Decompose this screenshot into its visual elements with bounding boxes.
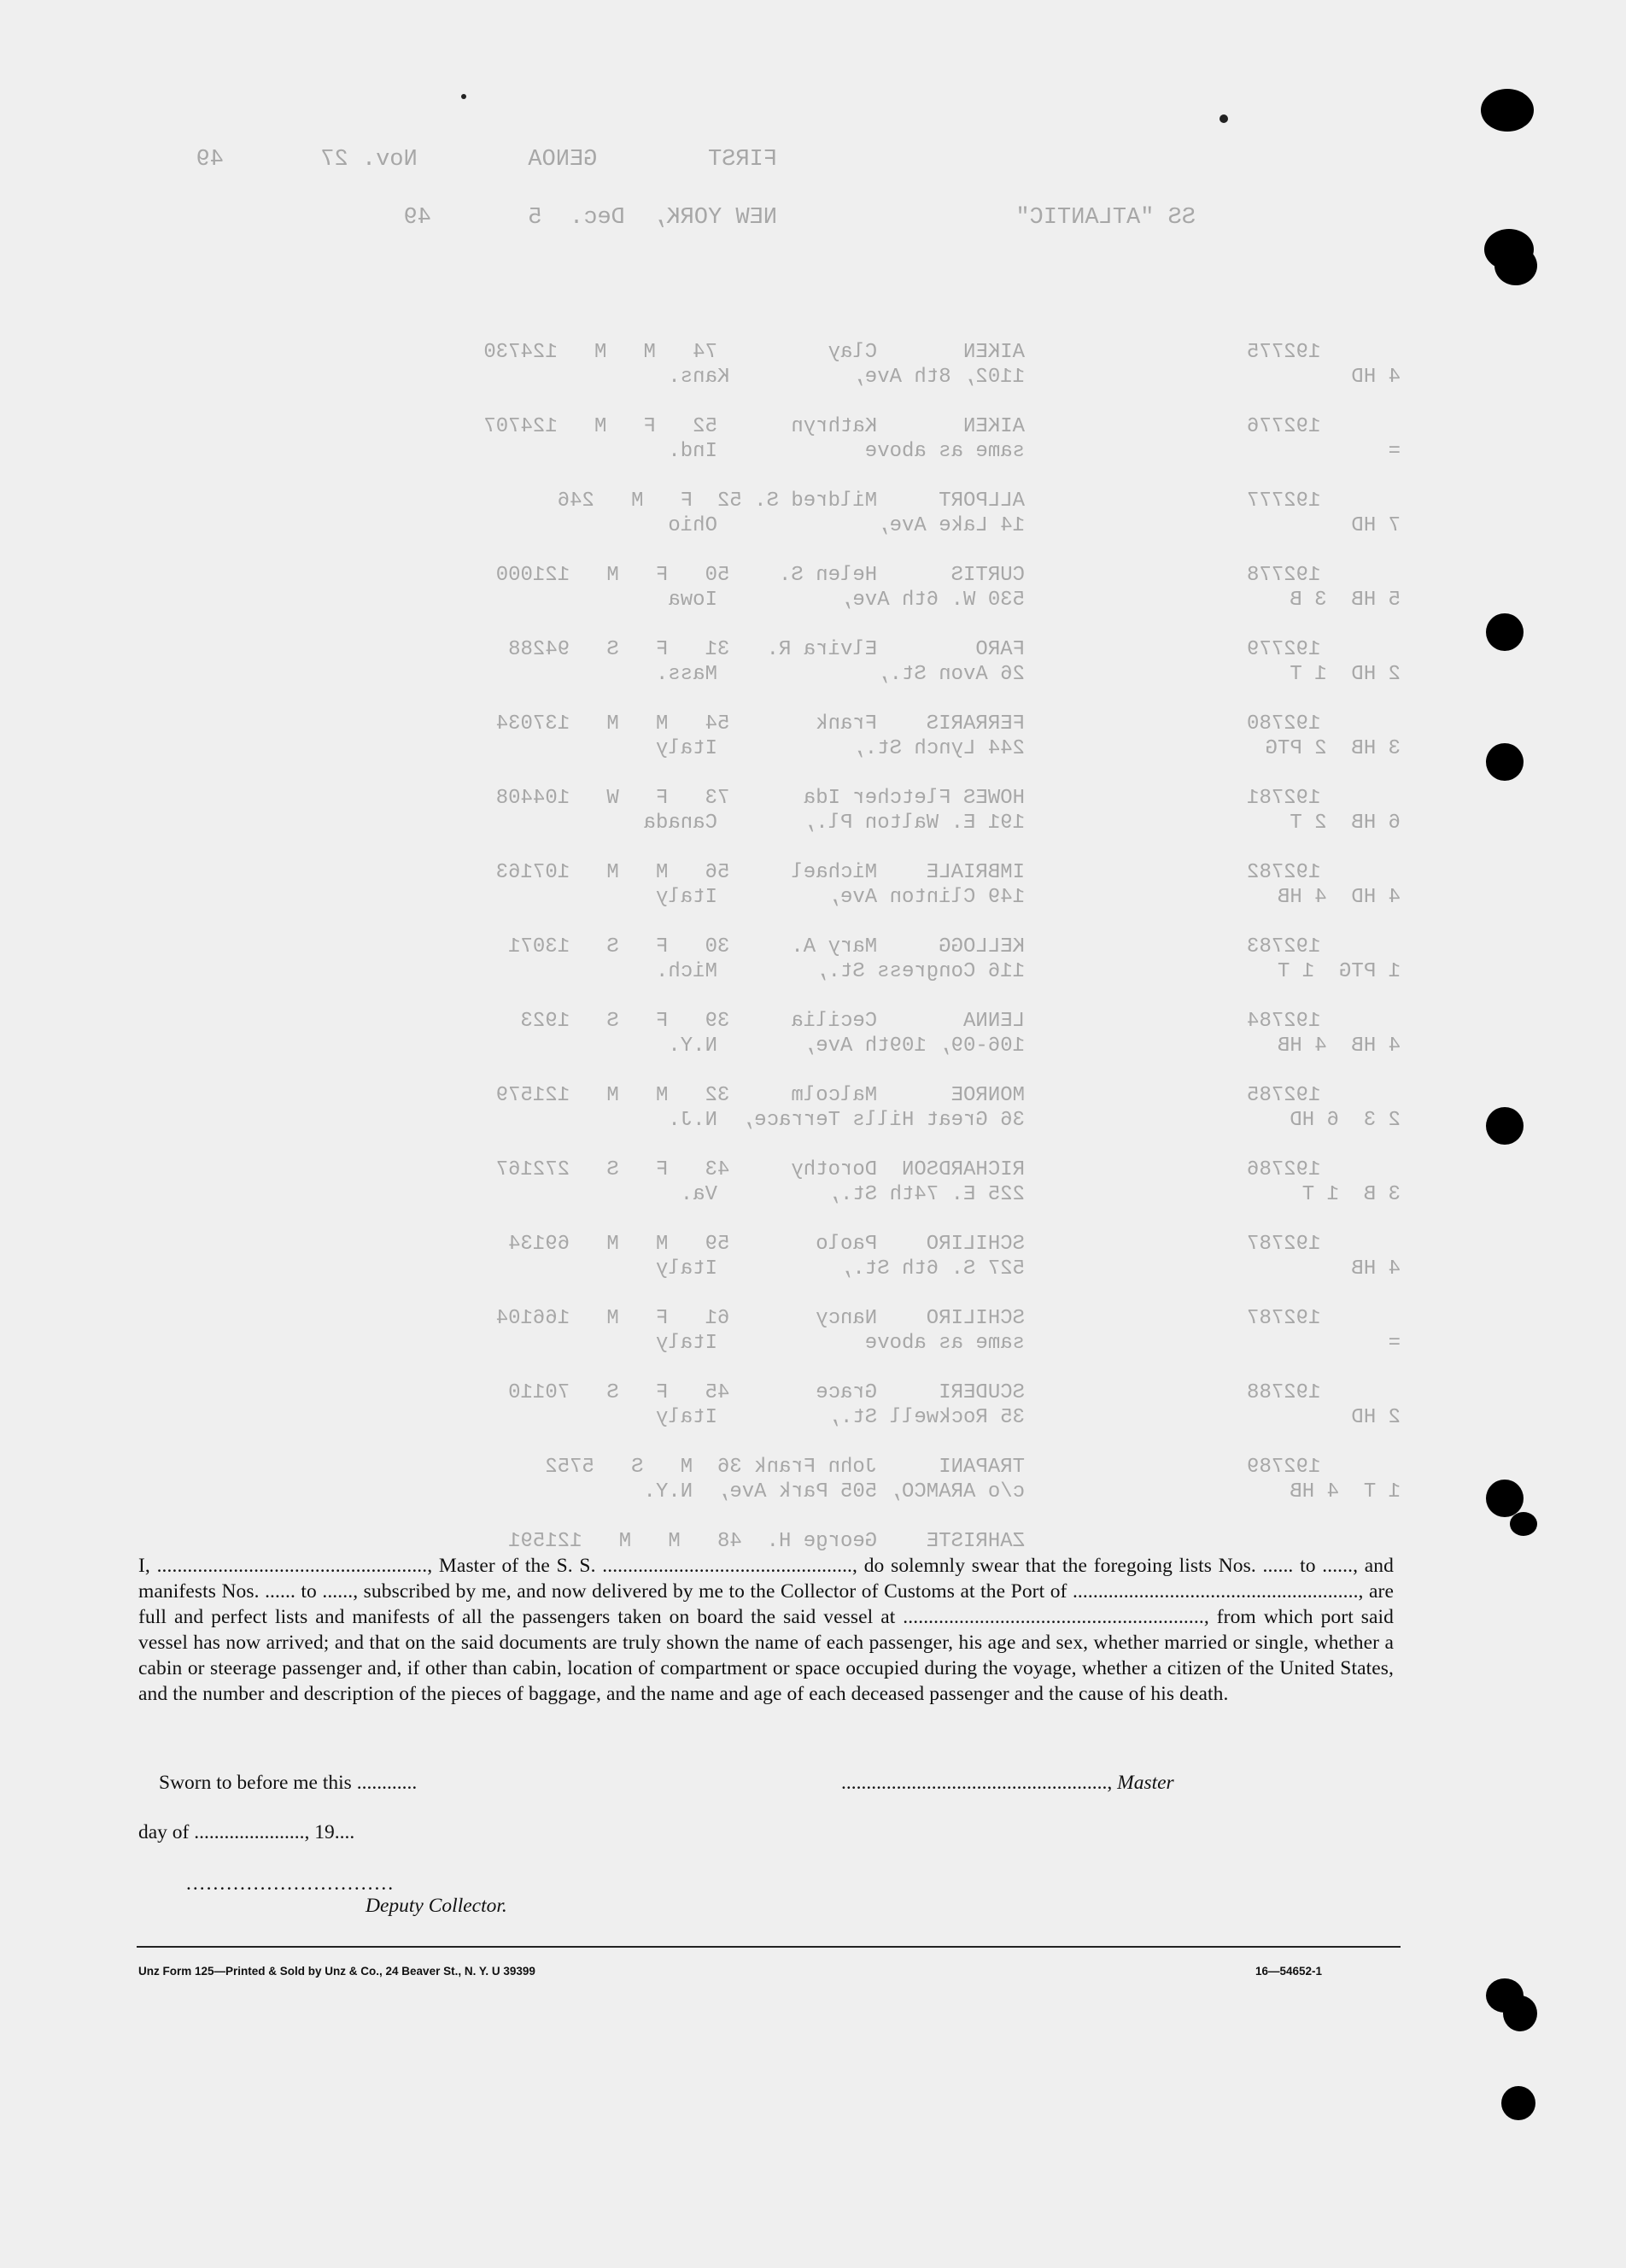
bleed-passenger-name: HOWES Fletcher Ida 73 F W 104408 (495, 787, 1025, 810)
bleed-passenger-address: 36 Great Hills Terrace, N.J. (668, 1109, 1025, 1132)
bleed-passenger-name: SCHILIRO Paolo 59 M M 69134 (508, 1233, 1025, 1256)
bleed-passenger-address: 530 W. 6th Ave, Iowa (668, 589, 1025, 612)
bleed-passenger-name: AIKEN Clay 74 M M 124730 (483, 341, 1025, 364)
bleed-passenger-name: LENNA Cecilia 39 F S 1923 (520, 1010, 1025, 1033)
bleed-baggage-code: 2 3 6 HD (1290, 1109, 1401, 1132)
bleed-ticket-number: 192781 (1247, 787, 1321, 810)
punch-hole (1486, 1107, 1524, 1145)
bleed-passenger-row (256, 489, 1401, 563)
bleed-ticket-number: 192787 (1247, 1233, 1321, 1256)
master-label: Master (1117, 1772, 1174, 1794)
bleed-header-line-1: FIRST GENOA Nov. 27 49 (196, 147, 777, 173)
bleed-passenger-name: ZAHRISTE George H. 48 M M 121591 (508, 1530, 1025, 1553)
bleed-baggage-code: 3 B 1 T (1301, 1183, 1401, 1206)
bleed-ticket-number: 192789 (1247, 1456, 1321, 1479)
bleed-baggage-code: 1 PTG 1 T (1277, 960, 1401, 983)
bleed-passenger-name: RICHARDSON Dorothy 43 F S 272167 (495, 1158, 1025, 1181)
bleed-ticket-number: 192783 (1247, 935, 1321, 958)
bleed-ticket-number: 192780 (1247, 712, 1321, 735)
deputy-dots: ............................... (186, 1872, 395, 1895)
bleed-passenger-name: CURTIS Helen S. 50 F M 121000 (495, 564, 1025, 587)
bleed-passenger-row (256, 786, 1401, 860)
punch-hole (1510, 1512, 1537, 1536)
sworn-line: Sworn to before me this ............ (159, 1772, 418, 1794)
bleed-passenger-name: SCHILIRO Nancy 61 F M 166104 (495, 1307, 1025, 1330)
bleed-passenger-address: 225 E. 74th St., Va. (680, 1183, 1025, 1206)
bleed-passenger-row (256, 1380, 1401, 1455)
bleed-passenger-address: same as above Ind. (668, 440, 1025, 463)
bleed-ticket-number: 192787 (1247, 1307, 1321, 1330)
bleed-passenger-address: 26 Avon St., Mass. (655, 663, 1025, 686)
bleed-baggage-code: = (1388, 440, 1401, 463)
bleed-passenger-address: 149 Clinton Ave, Italy (655, 886, 1025, 909)
punch-hole (1501, 2086, 1535, 2120)
master-oath: I, ....................................................., Master of the S. S. ................................................., do solemnly swear that the foregoing lists Nos. ...... to ......, and manifests Nos. ...... to ......, subscribed by me, and now delivered by me to the Collector of Customs at the Port of ........................................................, are full and perfect lists and manifests of all the passengers taken on board the said vessel at ..........................................................., from which port said vessel has now arrived; and that on the said documents are truly shown the name of each passenger, his age and sex, whether married or single, whether a cabin or steerage passenger and, if other than cabin, location of compartment or space occupied during the voyage, whether a citizen of the United States, and the number and description of the pieces of baggage, and the name and age of each deceased passenger and the cause of his death. (138, 1555, 1394, 1705)
bleed-passenger-row (256, 935, 1401, 1009)
bleed-baggage-code: 6 HB 2 T (1290, 812, 1401, 835)
bleed-passenger-list (256, 340, 1401, 1596)
bleed-passenger-name: MONROE Malcolm 32 M M 121579 (495, 1084, 1025, 1107)
bleed-passenger-row (256, 1306, 1401, 1380)
bleed-ticket-number: 192777 (1247, 489, 1321, 513)
bleed-passenger-address: 527 S. 6th St., Italy (655, 1257, 1025, 1281)
bleed-passenger-row (256, 860, 1401, 935)
bleed-passenger-name: IMBRIALE Michael 56 M M 107163 (495, 861, 1025, 884)
master-dots: ....................................................., (841, 1772, 1113, 1794)
footer-rule (137, 1946, 1401, 1948)
ink-spot (461, 94, 466, 99)
bleed-ticket-number: 192784 (1247, 1010, 1321, 1033)
bleed-passenger-row (256, 1157, 1401, 1232)
bleed-ticket-number: 192782 (1247, 861, 1321, 884)
punch-hole (1486, 743, 1524, 781)
bleed-passenger-row (256, 712, 1401, 786)
bleed-passenger-address: 1102, 8th Ave, Kans. (668, 366, 1025, 389)
day-of-line: day of ......................, 19.... (138, 1821, 355, 1843)
bleed-passenger-name: FARO Elvira R. 31 F S 94288 (508, 638, 1025, 661)
bleed-passenger-row (256, 637, 1401, 712)
bleed-baggage-code: 5 HB 3 B (1290, 589, 1401, 612)
bleed-passenger-row (256, 1083, 1401, 1157)
bleed-baggage-code: = (1388, 1332, 1401, 1355)
bleed-ticket-number: 192788 (1247, 1381, 1321, 1404)
punch-hole (1494, 246, 1537, 285)
bleed-passenger-row (256, 414, 1401, 489)
punch-hole (1481, 89, 1534, 132)
bleed-ticket-number: 192779 (1247, 638, 1321, 661)
bleed-baggage-code: 1 T 4 HB (1290, 1480, 1401, 1503)
bleed-ticket-number: 192786 (1247, 1158, 1321, 1181)
bleed-ticket-number: 192776 (1247, 415, 1321, 438)
ink-spot (1220, 114, 1228, 123)
bleed-passenger-name: AIKEN Kathryn 52 F M 124707 (483, 415, 1025, 438)
bleed-passenger-address: 14 Lake Ave, Ohio (668, 514, 1025, 537)
bleed-passenger-row (256, 563, 1401, 637)
bleed-baggage-code: 4 HD 4 HB (1277, 886, 1401, 909)
bleed-passenger-address: 191 E. Walton Pl., Canada (643, 812, 1025, 835)
punch-hole (1503, 1995, 1537, 2031)
form-number: 16—54652-1 (1255, 1965, 1323, 1978)
bleed-baggage-code: 4 HB (1351, 1257, 1401, 1281)
bleed-baggage-code: 3 HB 2 PTG (1265, 737, 1401, 760)
bleed-header-line-2: NEW YORK, Dec. 5 49 (403, 205, 777, 231)
bleed-passenger-address: same as above Italy (655, 1332, 1025, 1355)
bleed-passenger-row (256, 1455, 1401, 1529)
bleed-ship-name: SS "ATLANTIC" (1015, 205, 1196, 231)
master-signature-line (841, 1772, 1174, 1795)
bleed-passenger-address: 116 Congress St., Mich. (655, 960, 1025, 983)
printer-imprint: Unz Form 125—Printed & Sold by Unz & Co., 24 Beaver St., N. Y. U 39399 (138, 1965, 535, 1978)
bleed-passenger-name: FERRARIS Frank 54 M M 137034 (495, 712, 1025, 735)
bleed-baggage-code: 7 HD (1351, 514, 1401, 537)
bleed-passenger-row (256, 1232, 1401, 1306)
bleed-baggage-code: 2 HD 1 T (1290, 663, 1401, 686)
bleed-passenger-name: TRAPANI John Frank 36 M S 5752 (545, 1456, 1025, 1479)
bleed-ticket-number: 192785 (1247, 1084, 1321, 1107)
bleed-passenger-address: 35 Rockwell St., Italy (655, 1406, 1025, 1429)
bleed-passenger-name: SCUDERI Grace 45 F S 70110 (508, 1381, 1025, 1404)
bleed-passenger-address: c/o ARAMCO, 505 Park Ave, N.Y. (643, 1480, 1025, 1503)
punch-hole (1486, 613, 1524, 651)
bleed-passenger-row (256, 1009, 1401, 1083)
bleed-baggage-code: 2 HD (1351, 1406, 1401, 1429)
bleed-passenger-address: 106-09, 109th Ave, N.Y. (668, 1034, 1025, 1058)
bleed-baggage-code: 4 HD (1351, 366, 1401, 389)
bleed-passenger-name: KELLOGG Mary A. 30 F S 13071 (508, 935, 1025, 958)
deputy-collector-label: Deputy Collector. (366, 1895, 507, 1917)
punch-hole (1486, 1480, 1524, 1517)
bleed-ticket-number: 192775 (1247, 341, 1321, 364)
bleed-passenger-row (256, 340, 1401, 414)
bleed-passenger-name: ALLPORT Mildred S. 52 F M 246 (557, 489, 1025, 513)
bleed-baggage-code: 4 HB 4 HB (1277, 1034, 1401, 1058)
bleed-ticket-number: 192778 (1247, 564, 1321, 587)
bleed-passenger-address: 244 Lynch St., Italy (655, 737, 1025, 760)
